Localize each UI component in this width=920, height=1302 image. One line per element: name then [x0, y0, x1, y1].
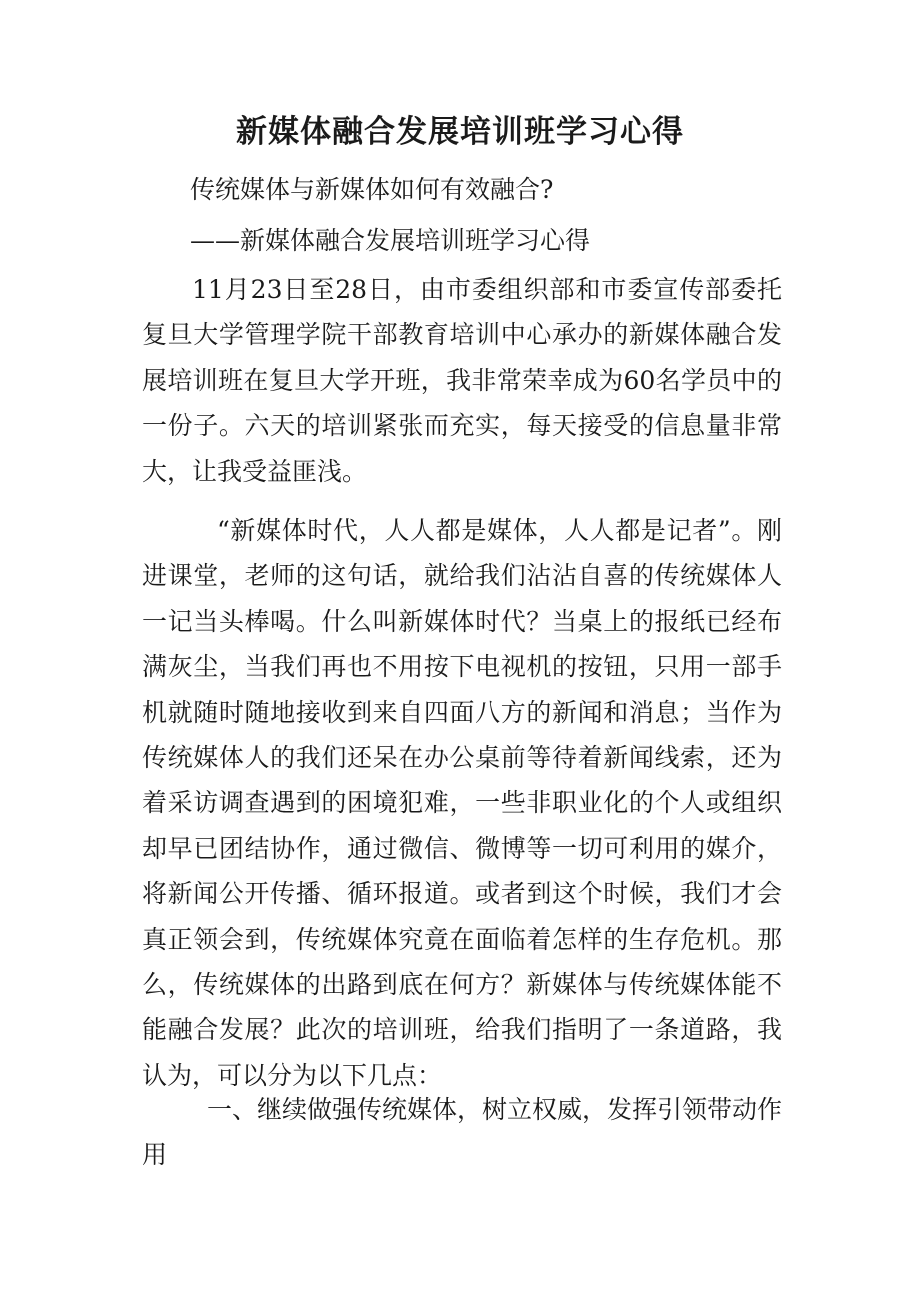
document-title: 新媒体融合发展培训班学习心得: [236, 114, 684, 150]
document-byline: ——新媒体融合发展培训班学习心得: [190, 226, 591, 255]
paragraph-new-media-era: “新媒体时代，人人都是媒体，人人都是记者”。刚进课堂，老师的这句话，就给我们沾沾自喜的传统媒体人一记当头棒喝。什么叫新媒体时代？当桌上的报纸已经布满灰尘，当我们再也不用按下电视机的按钮，只用一部手机就随时随地接收到来自四面八方的新闻和消息；当作为传统媒体人的我们还呆在办公桌前等待着新闻线索，还为着采访调查遇到的困境犯难，一些非职业化的个人或组织却早已团结协作，通过微信、微博等一切可利用的媒介，将新闻公开传播、循环报道。或者到这个时候，我们才会真正领会到，传统媒体究竟在面临着怎样的生存危机。那么，传统媒体的出路到底在何方？新媒体与传统媒体能不能融合发展？此次的培训班，给我们指明了一条道路，我认为，可以分为以下几点：: [142, 516, 782, 1090]
paragraph-intro: 11月23日至28日，由市委组织部和市委宣传部委托复旦大学管理学院干部教育培训中心承办的新媒体融合发展培训班在复旦大学开班，我非常荣幸成为60名学员中的一份子。六天的培训紧张而充实，每天接受的信息量非常大，让我受益匪浅。: [142, 275, 782, 486]
document-subtitle: 传统媒体与新媒体如何有效融合?: [190, 175, 554, 204]
section-heading-1: 一、继续做强传统媒体，树立权威，发挥引领带动作用: [142, 1095, 783, 1170]
